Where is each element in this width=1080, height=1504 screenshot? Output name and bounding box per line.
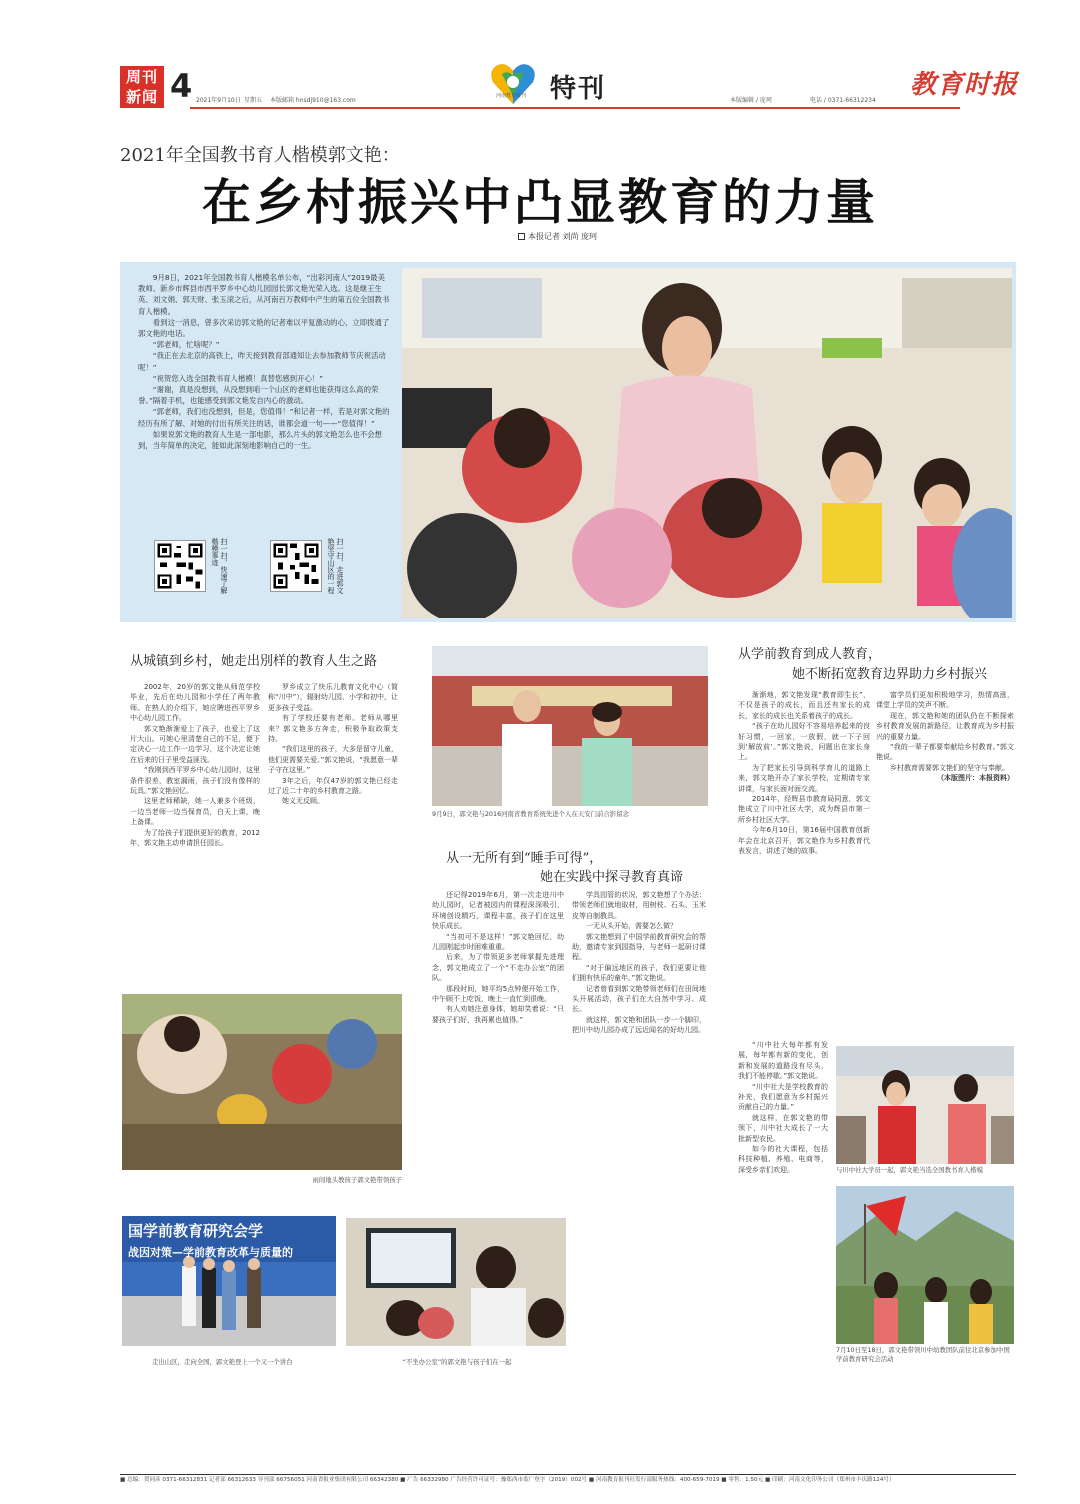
lead-paragraph: “谢谢，真是没想到，从没想到咱一个山区的老师也能获得这么高的荣誉。”隔着手机，也能感受到郭文艳发自内心的激动。 — [138, 385, 379, 406]
section-title: 特刊 — [550, 74, 607, 104]
paragraph: 有了学校还要有老师。老师从哪里来？郭文艳多方奔走，积极争取政策支持。 — [268, 714, 398, 744]
conference-banner-line-1: 国学前教育研究会学 — [128, 1222, 264, 1240]
paragraph: 后来，为了带领更多老师掌握先进理念，郭文艳成立了一个“不走办公室”的团队。 — [432, 953, 564, 983]
lead-paragraph: “祝贺您入选全国教书育人楷模！真替您感到开心！” — [152, 373, 324, 383]
lead-paragraph: “郭老师，我们也没想到，但是，您值得！”和记者一样，若是对郭文艳的经历有所了解、对她的付出有所关注的话，谁都会道一句——“您值得！” — [138, 407, 390, 428]
lead-paragraph: 看到这一消息，曾多次采访郭文艳的记者难以平复激动的心，立即拨通了郭文艳的电话。 — [138, 317, 390, 339]
newspaper-name: 教育时报 — [910, 70, 1019, 100]
paragraph: “对于偏远地区的孩子，我们更要让他们拥有快乐的童年。”郭文艳说。 — [572, 963, 706, 983]
paragraph: 渐渐地，郭文艳发现“教育即生长”，不仅是孩子的成长，而且还有家长的成长，家长的成长也关系着孩子的成长。 — [738, 691, 870, 720]
tiananmen-photo — [432, 646, 708, 806]
emblem-caption: 河南教育报刊 — [496, 93, 527, 99]
section-logo: 周刊新闻 — [120, 66, 164, 108]
article-kicker: 2021年全国教书育人楷模郭文艳： — [120, 145, 400, 166]
paragraph: 为了给孩子们提供更好的教育，2012年，郭文艳主动申请担任园长。 — [130, 828, 260, 848]
article-headline: 在乡村振兴中凸显教育的力量 — [201, 173, 878, 231]
paragraph: 就这样，在郭文艳的带领下，川中社大成长了一大批新型农民。 — [738, 1113, 828, 1143]
tiananmen-caption: 9月9日，郭文艳与2016河南省教育系统先进个人在天安门前合影留念 — [432, 810, 629, 818]
qr-code-icon[interactable] — [154, 540, 206, 592]
footer-info: ■ 总编：贺同彦 0371-66312831 记者部 66312633 导刊部 66756051 河南省报业集团有限公司 66342380 ■ 广告 66332980 广告经营许可证号：豫郑西市监广登字（2019）002号 ■ 河南教育报刊社发行部服务热线：400-659-7019 ■ 零售：1.50元 ■ 印刷：河南文化印务公司（郑州市丰庆路124号） — [120, 1477, 895, 1483]
conference-caption: 走出山区，走向全国，郭文艳登上一个又一个讲台 — [152, 1358, 293, 1366]
section-2-title-line-2: 她在实践中探寻教育真谛 — [540, 870, 684, 885]
section-1-title: 从城镇到乡村，她走出別样的教育人生之路 — [130, 654, 378, 669]
community-caption: 与川中社大学员一起，郭文艳当选全国教书育人楷模 — [836, 1166, 983, 1174]
section-3-title-line-1: 从学前教育到成人教育， — [738, 647, 882, 662]
paragraph: 一无从头开始，需要怎么做？ — [586, 922, 677, 931]
paragraph: 乡村教育需要郭文艳们的坚守与奉献。 — [890, 763, 1009, 772]
paragraph: 2014年，经辉县市教育局同意，郭文艳成立了川中社区大学，成为辉县市第一所乡村社区大学。 — [738, 795, 870, 824]
office-photo — [346, 1218, 566, 1346]
community-photo — [836, 1046, 1014, 1164]
paragraph: 郭文艳渐渐爱上了孩子，也爱上了这片大山。可她心里清楚自己的不足，便下定决心一边工作一边学习，这个决定让她在后来的日子里受益匪浅。 — [130, 724, 260, 764]
footer-rule — [120, 1474, 1016, 1475]
paragraph: “川中社大是学校教育的补充，我们愿意为乡村振兴贡献自己的力量。” — [738, 1082, 828, 1112]
qr-code-icon[interactable] — [270, 540, 322, 592]
paragraph: 就这样，郭文艳和团队一步一个脚印，把川中幼儿园办成了远近闻名的好幼儿园。 — [572, 1015, 706, 1035]
paragraph: 记者曾看到郭文艳带领老师们在田间地头开展活动，孩子们在大自然中学习、成长。 — [572, 984, 706, 1014]
masthead — [120, 66, 1019, 110]
paragraph: “我刚到西平罗乡中心幼儿园时，这里条件很差，教室漏雨，孩子们没有像样的玩具。”郭文艳回忆。 — [130, 766, 260, 796]
lead-paragraph: 如果说郭文艳的教育人生是一部电影，那么片头的郭文艳怎么也不会想到，当年简单的决定，能如此深刻地影响自己的一生。 — [138, 429, 382, 451]
lead-paragraph: “我正在去北京的高铁上，昨天接到教育部通知让去参加教师节庆祝活动呢！” — [138, 351, 386, 372]
section-3-col-1 — [738, 690, 870, 857]
paragraph: “川中社大每年都有发展，每年都有新的变化，创新和发展的道路没有尽头，我们不能停歇。”郭文艳说。 — [738, 1041, 828, 1081]
section-3-title-line-2: 她不断拓宽教育边界助力乡村振兴 — [792, 667, 988, 682]
paragraph: 那段时间，她平均5点钟便开始工作，中午顾不上吃饭，晚上一直忙到很晚。 — [432, 984, 564, 1004]
heart-emblem-icon — [488, 58, 538, 108]
field-photo — [122, 994, 402, 1170]
paragraph: （本版图片：本报资料） — [937, 774, 1014, 783]
outdoor-photo — [836, 1186, 1014, 1344]
paragraph: 郭文艳想到了中国学前教育研究会的帮助，邀请专家到园指导，与老师一起研讨课程。 — [572, 932, 706, 962]
section-1-col-1 — [130, 682, 260, 849]
office-caption: “不坐办公室”的郭文艳与孩子们在一起 — [402, 1358, 512, 1366]
qr-caption: 扫一扫，快速了解楷模事迹 — [211, 538, 228, 594]
paragraph: “孩子在幼儿园好不容易培养起来的良好习惯，一回家，一放假，就一下子回到‘解放前’。”郭文艳说，问题出在家长身上。 — [738, 722, 870, 762]
section-1-col-2 — [268, 682, 398, 807]
paragraph: 3年之后，年仅47岁的郭文艳已经走过了近二十年的乡村教育之路。 — [268, 776, 398, 796]
byline — [518, 231, 597, 242]
byline-text: 本报记者 刘尚 庞珂 — [528, 232, 598, 241]
qr-caption: 扫一扫，走进郭文艳坚守山区的一程 — [327, 538, 344, 594]
lead-paragraph: 9月8日，2021年全国教书育人楷模名单公布，“出彩河南人”2019最美教师、新乡市辉县市西平罗乡中心幼儿园园长郭文艳光荣入选。这是继王生英、刘文娟、郭天财、张玉滚之后，从河南百万教师中产生的第五位全国教书育人楷模。 — [138, 273, 390, 316]
editor-email: 本版邮箱 hnsdj910@163.com — [270, 97, 356, 104]
section-3-col-3 — [738, 1040, 828, 1175]
paragraph: 这里老师稀缺，她一人兼多个班级，一边当老师一边当保育员，白天上课，晚上备课。 — [130, 797, 260, 827]
lead-text — [138, 272, 390, 451]
paragraph: “我们这里的孩子，大多是留守儿童，他们更需要关爱。”郭文艳说，“我愿意一辈子守在这里。” — [268, 745, 398, 775]
paragraph: “我的一辈子都要奉献给乡村教育。”郭文艳说。 — [876, 743, 1014, 762]
lead-photo — [402, 268, 1012, 618]
issue-weekday: 星期五 — [244, 97, 263, 104]
paragraph: 她义无反顾。 — [282, 797, 324, 806]
paragraph: 今年6月10日，第16届中国教育创新年会在北京召开，郭文艳作为乡村教育代表发言，讲述了她的故事。 — [738, 826, 870, 856]
paragraph: 学具园管的状况，郭文艳想了个办法：带领老师们就地取材，用树枝、石头、玉米皮等自制教具。 — [572, 891, 706, 920]
paragraph: 罗乡成立了快乐儿教育文化中心（简称“川中”），辐射幼儿园、小学和初中，让更多孩子受益。 — [268, 683, 398, 712]
section-2-title-line-1: 从一无所有到“睡手可得”， — [446, 851, 603, 866]
paragraph: 富学员们更加积极地学习，热情高涨，课堂上学员的笑声不断。 — [876, 691, 1014, 710]
paragraph: 2002年，20岁的郭文艳从师范学校毕业，先后在幼儿园和小学任了两年教师。在熟人的介绍下，她应聘进西平罗乡中心幼儿园工作。 — [130, 683, 260, 723]
paragraph: 如今的社大课程，包括科技种植、养殖、电商等，深受乡亲们欢迎。 — [738, 1145, 828, 1174]
section-2-col-1 — [432, 890, 564, 1025]
editor-phone: 电话 / 0371-66312234 — [810, 97, 876, 104]
field-photo-caption: 雨间地头教孩子郭文艳带领孩子 — [312, 1176, 402, 1184]
header-rule — [190, 107, 960, 109]
paragraph: “当初可不是这样！”郭文艳回忆，幼儿园刚起步时困难重重。 — [432, 932, 564, 952]
page-editor: 本版编辑 / 庞珂 — [730, 97, 772, 104]
page-number: 4 — [170, 67, 193, 105]
paragraph: 有人劝她注意身体，她却笑着说：“只要孩子们好，我再累也值得。” — [432, 1005, 564, 1024]
conference-banner-line-2: 战因对策—学前教育改革与质量的 — [128, 1246, 293, 1259]
issue-date: 2021年9月10日 — [196, 97, 241, 104]
lead-paragraph: “郭老师，忙啥呢？” — [152, 340, 220, 350]
byline-box-icon — [518, 233, 525, 240]
paragraph: 为了把家长引导到科学育儿的道路上来，郭文艳开办了家长学校，定期请专家讲课，与家长面对面交流。 — [738, 763, 870, 793]
section-3-col-2 — [876, 690, 1014, 784]
paragraph: 还记得2019年6月，第一次走进川中幼儿园时，记者被园内的课程深深吸引，环境创设精巧，课程丰富，孩子们在这里快乐成长。 — [432, 891, 564, 931]
outdoor-caption: 7月10日至18日，郭文艳带领川中幼教团队前往北京参加中国学前教育研究会活动 — [836, 1346, 1010, 1363]
section-2-col-2 — [572, 890, 706, 1036]
paragraph: 现在，郭文艳和她的团队仍在不断探索乡村教育发展的新路径，让教育成为乡村振兴的重要力量。 — [876, 711, 1014, 741]
